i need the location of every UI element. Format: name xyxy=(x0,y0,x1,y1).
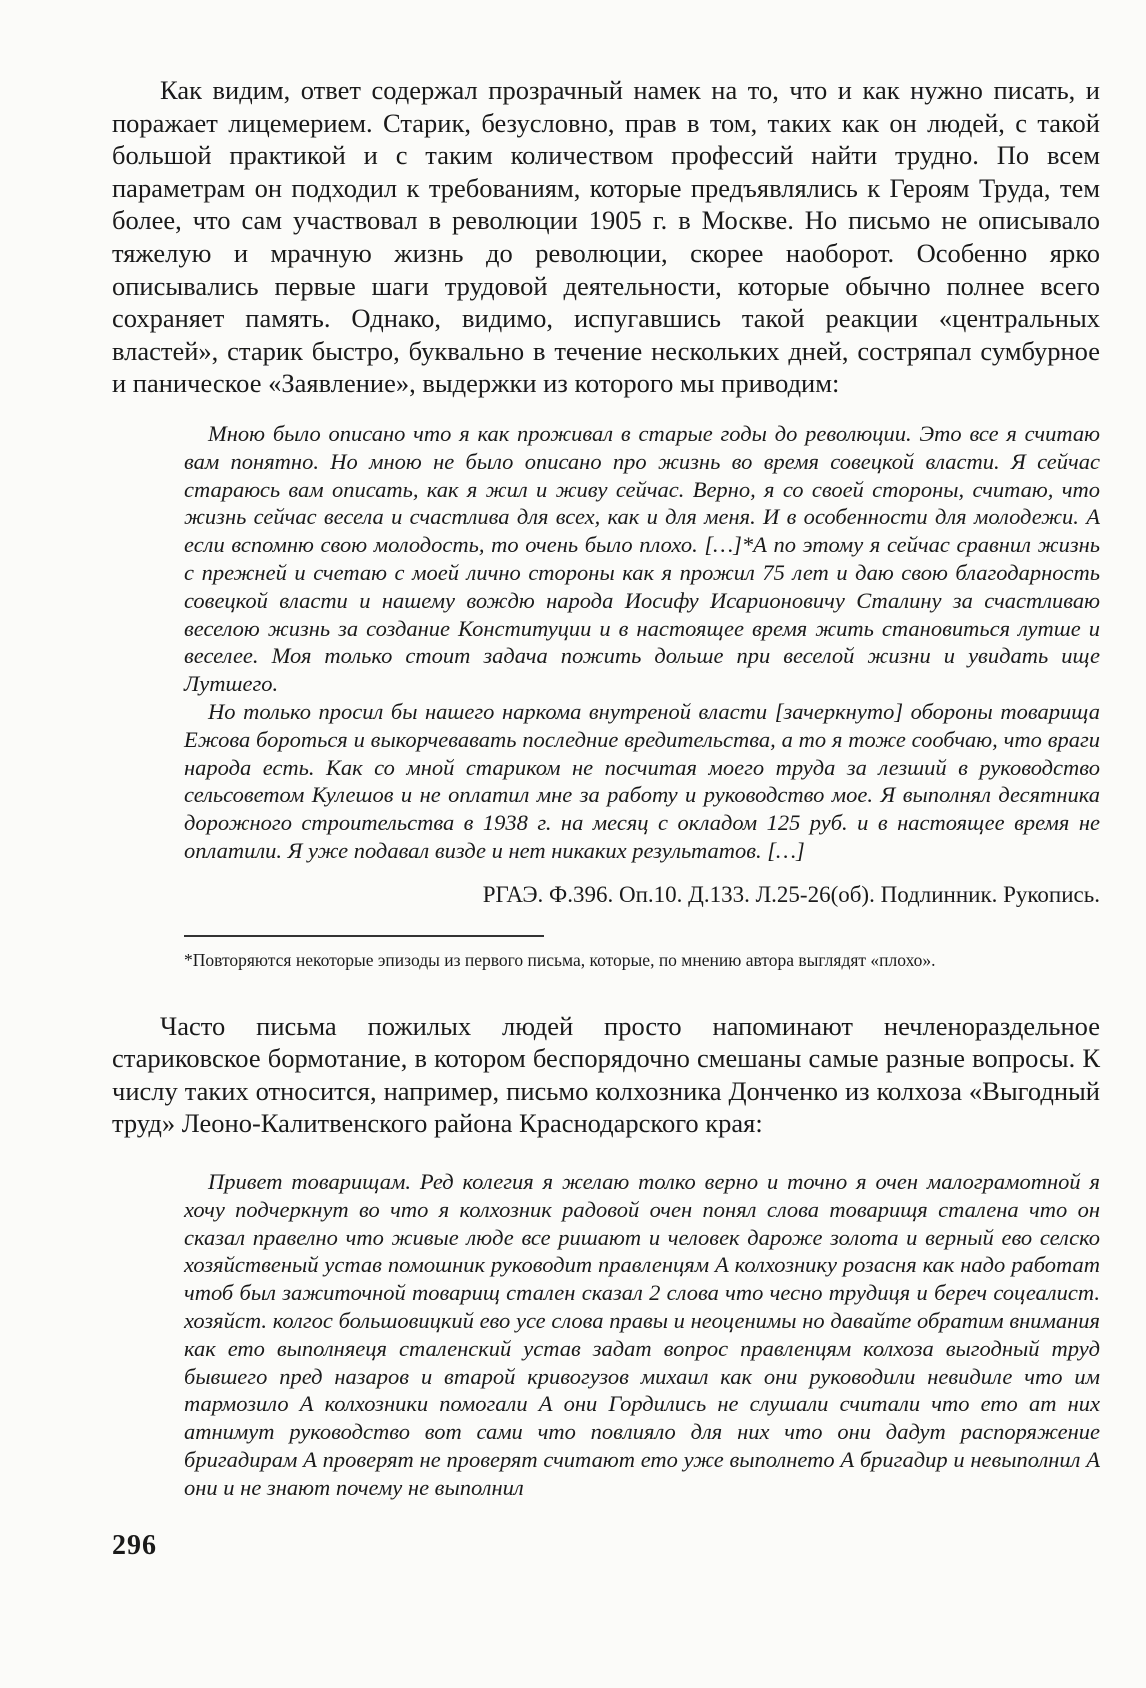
paragraph-intro: Как видим, ответ содержал прозрачный намек на то, что и как нужно писать, и поражает лицемерием. Старик, безусловно, прав в том, таких как он людей, с такой большой практикой и с таким количеством профессий найти трудно. По всем параметрам он подходил к требованиям, которые предъявлялись к Героям Труда, тем более, что сам участвовал в революции 1905 г. в Москве. Но письмо не описывало тяжелую и мрачную жизнь до революции, скорее наоборот. Особенно ярко описывались первые шаги трудовой деятельности, которые обычно полнее всего сохраняет память. Однако, видимо, испугавшись такой реакции «центральных властей», старик быстро, буквально в течение нескольких дней, состряпал сумбурное и паническое «Заявление», выдержки из которого мы приводим: xyxy=(112,75,1100,399)
footnote-divider xyxy=(184,935,544,937)
page-content xyxy=(112,74,1100,1502)
quote-1-paragraph-2: Но только просил бы нашего наркома внутреной власти [зачеркнуто] обороны товарища Ежова бороться и выкорчевавать последние вредительства, а то я тоже сообчаю, что враги народа есть. Как со мной стариком не посчитая моего труда за лезший в руководство сельсоветом Кулешов и не оплатил мне за работу и руководство мое. Я выполнял десятника дорожного строительства в 1938 г. на месяц с окладом 125 руб. и в настоящее время не оплатили. Я уже подавал визде и нет никаких результатов. […] xyxy=(184,698,1100,863)
quote-2-paragraph: Привет товарищам. Ред колегия я желаю толко верно и точно я очен малограмотной я хочу подчеркнут во что я колхозник радовой очен понял слова товарищя сталена что он сказал правелно что живые люде все ришают и человек дароже золота и верный ево селско хозяйственый устав помошник руководит правленцям А колхознику розасня как надо работат чтоб был зажиточной товарищ стален сказал 2 слова что чесно трудиця и береч соцеалист. хозяйст. колгос большовицкий ево усе слова правы и неоценимы но давайте обратим внимания как ето выполняеця сталенский устав задат вопрос правленцям колхоза выгодный труд бывшего пред назаров и втарой кривогузов михаил как они руководили невидиле что им тармозило А колхозники помогали А они Гордились не слушали считали что ето ат них атнимут руководство вот сами что повлияло для них что они дадут распоряжение бригадирам А проверят не проверят считают ето уже выполнето А бригадир и невыполнил А они и не знают почему не выполнил xyxy=(184,1169,1100,1500)
quote-1-paragraph-1: Мною было описано что я как проживал в старые годы до революции. Это все я считаю вам понятно. Но мною не было описано про жизнь во время совецкой власти. Я сейчас стараюсь вам описать, как я жил и живу сейчас. Верно, я со своей стороны, считаю, что жизнь сейчас весела и счастлива для всех, как и для меня. И в особенности для молодежи. А если вспомню свою молодость, то очень было плохо. […]*А по этому я сейчас сравнил жизнь с прежней и счетаю с моей лично стороны как я прожил 75 лет и даю свою благодарность совецкой власти и нашему вождю народа Иосифу Исарионовичу Сталину за счастливаю веселою жизнь за создание Конституции и в настоящее время жить становиться лутше и веселее. Моя только стоит задача пожить дольше при веселой жизни и увидать ище Лутшего. xyxy=(184,420,1100,697)
quoted-letter-2 xyxy=(184,1168,1100,1502)
archive-source-citation: РГАЭ. Ф.396. Оп.10. Д.133. Л.25-26(об). Подлинник. Рукопись. xyxy=(482,881,1100,907)
page-number: 296 xyxy=(112,1530,157,1561)
paragraph-second: Часто письма пожилых людей просто напоминают нечленораздельное стариковское бормотание, в котором беспорядочно смешаны самые разные вопросы. К числу таких относится, например, письмо колхозника Донченко из колхоза «Выгодный труд» Леоно-Калитвенского района Краснодарского края: xyxy=(112,1010,1100,1139)
quoted-letter-1 xyxy=(184,420,1100,865)
footnote: *Повторяются некоторые эпизоды из первого письма, которые, по мнению автора выглядят «плохо». xyxy=(184,949,936,970)
